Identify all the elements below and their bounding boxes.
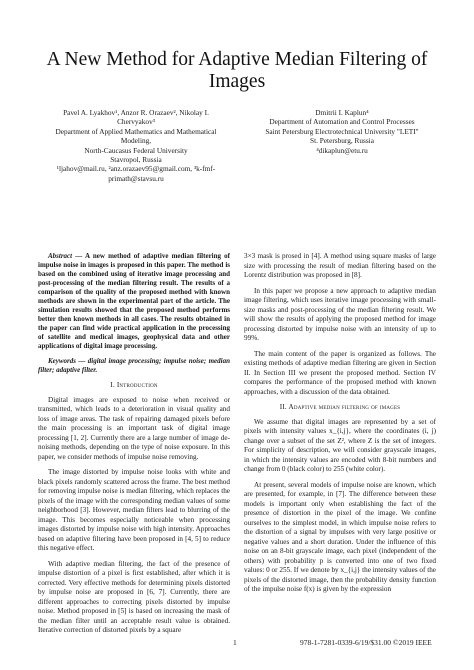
affiliation-line: Saint Petersburg Electrotechnical University "LETI" <box>265 126 419 136</box>
authors-block-right <box>252 108 432 155</box>
paper-title: A New Method for Adaptive Median Filtering of Images <box>46 49 428 92</box>
email-line: ⁴dikaplun@etu.ru <box>316 145 368 155</box>
authors-block-left <box>46 108 226 183</box>
keywords-label: Keywords <box>48 357 76 365</box>
email-line: primath@stavsu.ru <box>108 173 164 183</box>
right-column <box>244 252 436 601</box>
body-paragraph: We assume that digital images are represented by a set of pixels with intensity values x_{i,j}, where the coordinates (i, j) change over a subset of the set Z², where Z is the set of integers. For simplicity of description, we will consider grayscale images, in which the intensity values are encoded with 8-bit numbers and change from 0 (black color) to 255 (white color). <box>244 417 436 473</box>
author-line: Dmitrii I. Kaplun⁴ <box>315 108 369 117</box>
body-paragraph: The main content of the paper is organized as follows. The existing methods of adaptive median filtering are given in Section II. In Section III we present the proposed method. Section IV compares the performance of the proposed method with known approaches, with a discussion of the data obtained. <box>244 349 436 396</box>
abstract <box>38 252 230 351</box>
body-paragraph: 3×3 mask is prosed in [4]. A method using square masks of large size with processing the result of median filtering based on the Lorentz distribution was proposed in [8]. <box>244 252 436 279</box>
body-paragraph: Digital images are exposed to noise when received or transmitted, which leads to a deterioration in visual quality and loss of image areas. The task of repairing damaged pixels before the main processing is an important task of digital image processing [1, 2]. Currently there are a large number of image de-noising methods, depending on the type of noise exposure. In this paper, we consider methods of impulse noise removing. <box>38 395 230 461</box>
body-paragraph: At present, several models of impulse noise are known, which are presented, for example, in [7]. The difference between these models is important only when establishing the fact of the presence of distortion in the pixel of the image. We confine ourselves to the simplest model, in which impulse noise refers to the distortion of a signal by impulses with very large positive or negative values and a short duration. Under the influence of this noise on an 8-bit grayscale image, each pixel (independent of the others) with probability p is converted into one of two fixed values: 0 or 255. If we denote by x_{i,j} the intensity values of the pixels of the distorted image, then the probability density function of the impulse noise f(x) is given by the expression <box>244 480 436 593</box>
abstract-label: Abstract <box>48 252 73 260</box>
email-line: ¹ljahov@mail.ru, ²anz.orazaev95@gmail.com, ³k-fmf- <box>56 164 216 174</box>
body-paragraph: The image distorted by impulse noise looks with white and black pixels randomly scattered across the frame. The best method for removing impulse noise is median filtering, which replaces the pixels of the image with the corresponding median values of some neighborhood [3]. However, median filters lead to blurring of the image. This becomes especially noticeable when processing images distorted by impulse noise with high intensity. Approaches based on adaptive filtering have been proposed in [4, 5] to reduce this negative effect. <box>38 468 230 552</box>
abstract-text: — A new method of adaptive median filtering of impulse noise in images is proposed in this paper. The method is based on the combined using of iterative image processing and post-processing of the median filtering result. The results of a comparison of the quality of the proposed method with known methods are shown in the experimental part of the article. The simulation results showed that the proposed method performs better then known methods in all cases. The results obtained in the paper can find wide practical application in the processing of satellite and medical images, geophysical data and other applications of digital image processing. <box>38 252 230 350</box>
section-heading-adaptive-median: II. Adaptive median filtering of images <box>279 403 401 411</box>
section-heading-introduction: I. Introduction <box>110 381 158 389</box>
affiliation-line: North-Caucasus Federal University <box>84 145 188 155</box>
affiliation-line: Department of Applied Mathematics and Mathematical <box>55 126 217 136</box>
left-column <box>38 252 230 642</box>
affiliation-line: Modeling, <box>120 136 152 146</box>
author-line: Chervyakov³ <box>117 117 155 127</box>
affiliation-line: St. Petersburg, Russia <box>310 136 374 146</box>
page-number: 1 <box>233 638 237 647</box>
affiliation-line: Department of Automation and Control Processes <box>269 117 415 127</box>
keywords <box>38 357 230 375</box>
author-line: Pavel A. Lyakhov¹, Anzor R. Orazaev², Nikolay I. <box>63 108 209 117</box>
copyright-footer: 978-1-7281-0339-6/19/$31.00 ©2019 IEEE <box>300 638 432 647</box>
keywords-text: — digital image processing; impulse noise; median filter; adaptive filter. <box>38 357 230 374</box>
body-paragraph: With adaptive median filtering, the fact of the presence of impulse distortion of a pixel is first established, after which it is corrected. Very effective methods for determining pixels distorted by impulse noise are proposed in [6, 7]. Currently, there are different approaches to correcting pixels distorted by impulse noise. Method proposed in [5] is based on increasing the mask of the median filter until an acceptable result value is obtained. Iterative correction of distorted pixels by a square <box>38 559 230 634</box>
affiliation-line: Stavropol, Russia <box>110 155 162 165</box>
body-paragraph: In this paper we propose a new approach to adaptive median image filtering, which uses iterative image processing with small-size masks and post-processing of the median filtering result. We will show the results of applying the proposed method for image processing distorted by impulse noise with an intensity of up to 99%. <box>244 286 436 342</box>
